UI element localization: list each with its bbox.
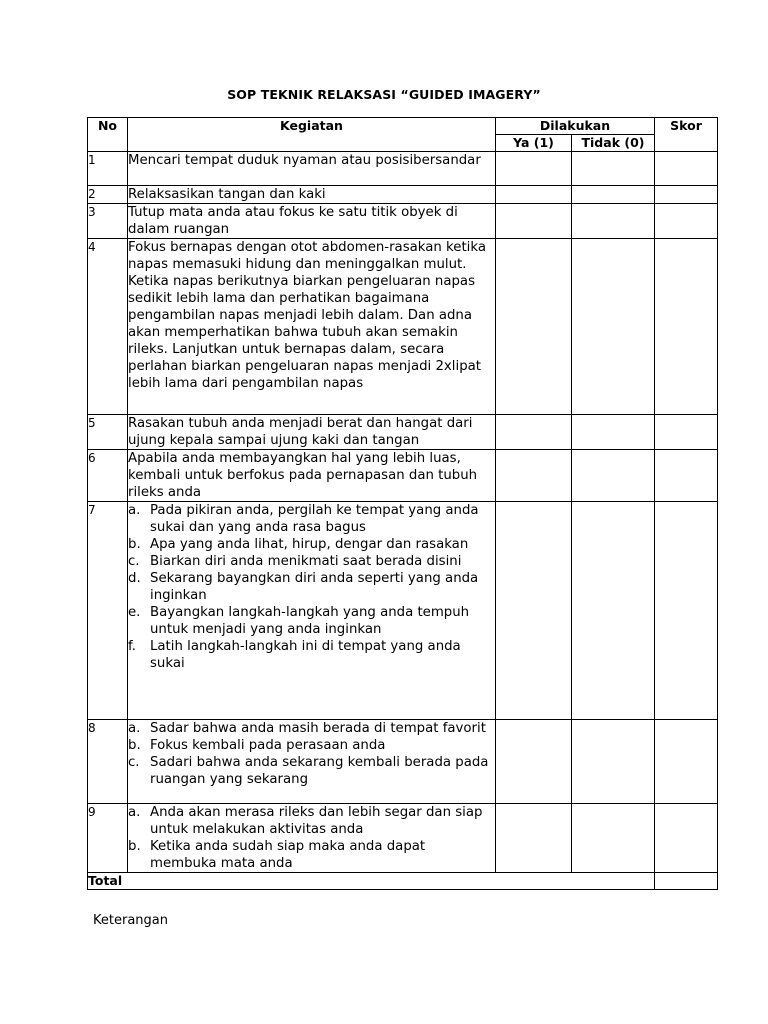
header-ya: Ya (1)	[496, 135, 572, 152]
tidak-cell	[572, 239, 655, 415]
row-number: 1	[88, 152, 128, 186]
ya-cell	[496, 152, 572, 186]
tidak-cell	[572, 720, 655, 804]
ya-cell	[496, 720, 572, 804]
total-row	[88, 873, 718, 890]
list-item: c. Biarkan diri anda menikmati saat berada disini	[128, 554, 462, 569]
row-number: 2	[88, 186, 128, 204]
tidak-cell	[572, 804, 655, 873]
ya-cell	[496, 450, 572, 502]
table-row	[88, 804, 718, 873]
table-row	[88, 152, 718, 186]
list-item: a. Anda akan merasa rileks dan lebih segar dan siap untuk melakukan aktivitas anda	[128, 805, 483, 837]
tidak-cell	[572, 415, 655, 450]
document-title: SOP TEKNIK RELAKSASI “GUIDED IMAGERY”	[227, 87, 541, 102]
table-row	[88, 450, 718, 502]
table-row	[88, 415, 718, 450]
list-item: a. Sadar bahwa anda masih berada di tempat favorit	[128, 721, 486, 736]
tidak-cell	[572, 186, 655, 204]
ya-cell	[496, 204, 572, 239]
activity-text: Relaksasikan tangan dan kaki	[128, 186, 496, 204]
header-dilakukan: Dilakukan	[496, 118, 655, 135]
header-no: No	[88, 118, 128, 152]
table-row	[88, 720, 718, 804]
row-number: 6	[88, 450, 128, 502]
ya-cell	[496, 415, 572, 450]
ya-cell	[496, 502, 572, 720]
activity-text: Mencari tempat duduk nyaman atau posisibersandar	[128, 152, 496, 186]
list-item: a. Pada pikiran anda, pergilah ke tempat yang anda sukai dan yang anda rasa bagus	[128, 503, 479, 535]
row-number: 5	[88, 415, 128, 450]
activity-text: Rasakan tubuh anda menjadi berat dan hangat dari ujung kepala sampai ujung kaki dan tangan	[128, 415, 496, 450]
skor-cell	[655, 239, 718, 415]
header-kegiatan: Kegiatan	[128, 118, 496, 152]
table-row	[88, 239, 718, 415]
list-item: f. Latih langkah-langkah ini di tempat yang anda sukai	[128, 639, 461, 671]
list-item: d. Sekarang bayangkan diri anda seperti yang anda inginkan	[128, 571, 479, 603]
skor-cell	[655, 450, 718, 502]
table-row	[88, 204, 718, 239]
ya-cell	[496, 239, 572, 415]
list-item: b. Apa yang anda lihat, hirup, dengar dan rasakan	[128, 537, 469, 552]
skor-cell	[655, 804, 718, 873]
activity-list	[128, 804, 496, 873]
skor-cell	[655, 720, 718, 804]
keterangan-label: Keterangan	[93, 913, 168, 928]
header-tidak: Tidak (0)	[572, 135, 655, 152]
list-item: c. Sadari bahwa anda sekarang kembali berada pada ruangan yang sekarang	[128, 755, 489, 787]
total-label: Total	[88, 873, 655, 890]
table-row	[88, 502, 718, 720]
header-skor: Skor	[655, 118, 718, 152]
row-number: 3	[88, 204, 128, 239]
row-number: 9	[88, 804, 128, 873]
tidak-cell	[572, 502, 655, 720]
skor-cell	[655, 186, 718, 204]
tidak-cell	[572, 152, 655, 186]
tidak-cell	[572, 204, 655, 239]
activity-text: Fokus bernapas dengan otot abdomen-rasakan ketika napas memasuki hidung dan meninggalkan mulut. Ketika napas berikutnya biarkan pengeluaran napas sedikit lebih lama dan perhatikan bagaimana pengambilan napas menjadi lebih dalam. Dan adna akan memperhatikan bahwa tubuh akan semakin rileks. Lanjutkan untuk bernapas dalam, secara perlahan biarkan pengeluaran napas menjadi 2xlipat lebih lama dari pengambilan napas	[128, 239, 496, 415]
list-item: e. Bayangkan langkah-langkah yang anda tempuh untuk menjadi yang anda inginkan	[128, 605, 470, 637]
activity-list	[128, 720, 496, 804]
row-number: 8	[88, 720, 128, 804]
skor-cell	[655, 204, 718, 239]
row-number: 4	[88, 239, 128, 415]
ya-cell	[496, 186, 572, 204]
row-number: 7	[88, 502, 128, 720]
sop-checklist-table	[87, 117, 718, 890]
total-skor-cell	[655, 873, 718, 890]
list-item: b. Fokus kembali pada perasaan anda	[128, 738, 386, 753]
skor-cell	[655, 152, 718, 186]
skor-cell	[655, 415, 718, 450]
ya-cell	[496, 804, 572, 873]
activity-list	[128, 502, 496, 720]
tidak-cell	[572, 450, 655, 502]
skor-cell	[655, 502, 718, 720]
list-item: b. Ketika anda sudah siap maka anda dapat membuka mata anda	[128, 839, 426, 871]
table-row	[88, 186, 718, 204]
activity-text: Tutup mata anda atau fokus ke satu titik obyek di dalam ruangan	[128, 204, 496, 239]
activity-text: Apabila anda membayangkan hal yang lebih luas, kembali untuk berfokus pada pernapasan dan tubuh rileks anda	[128, 450, 496, 502]
